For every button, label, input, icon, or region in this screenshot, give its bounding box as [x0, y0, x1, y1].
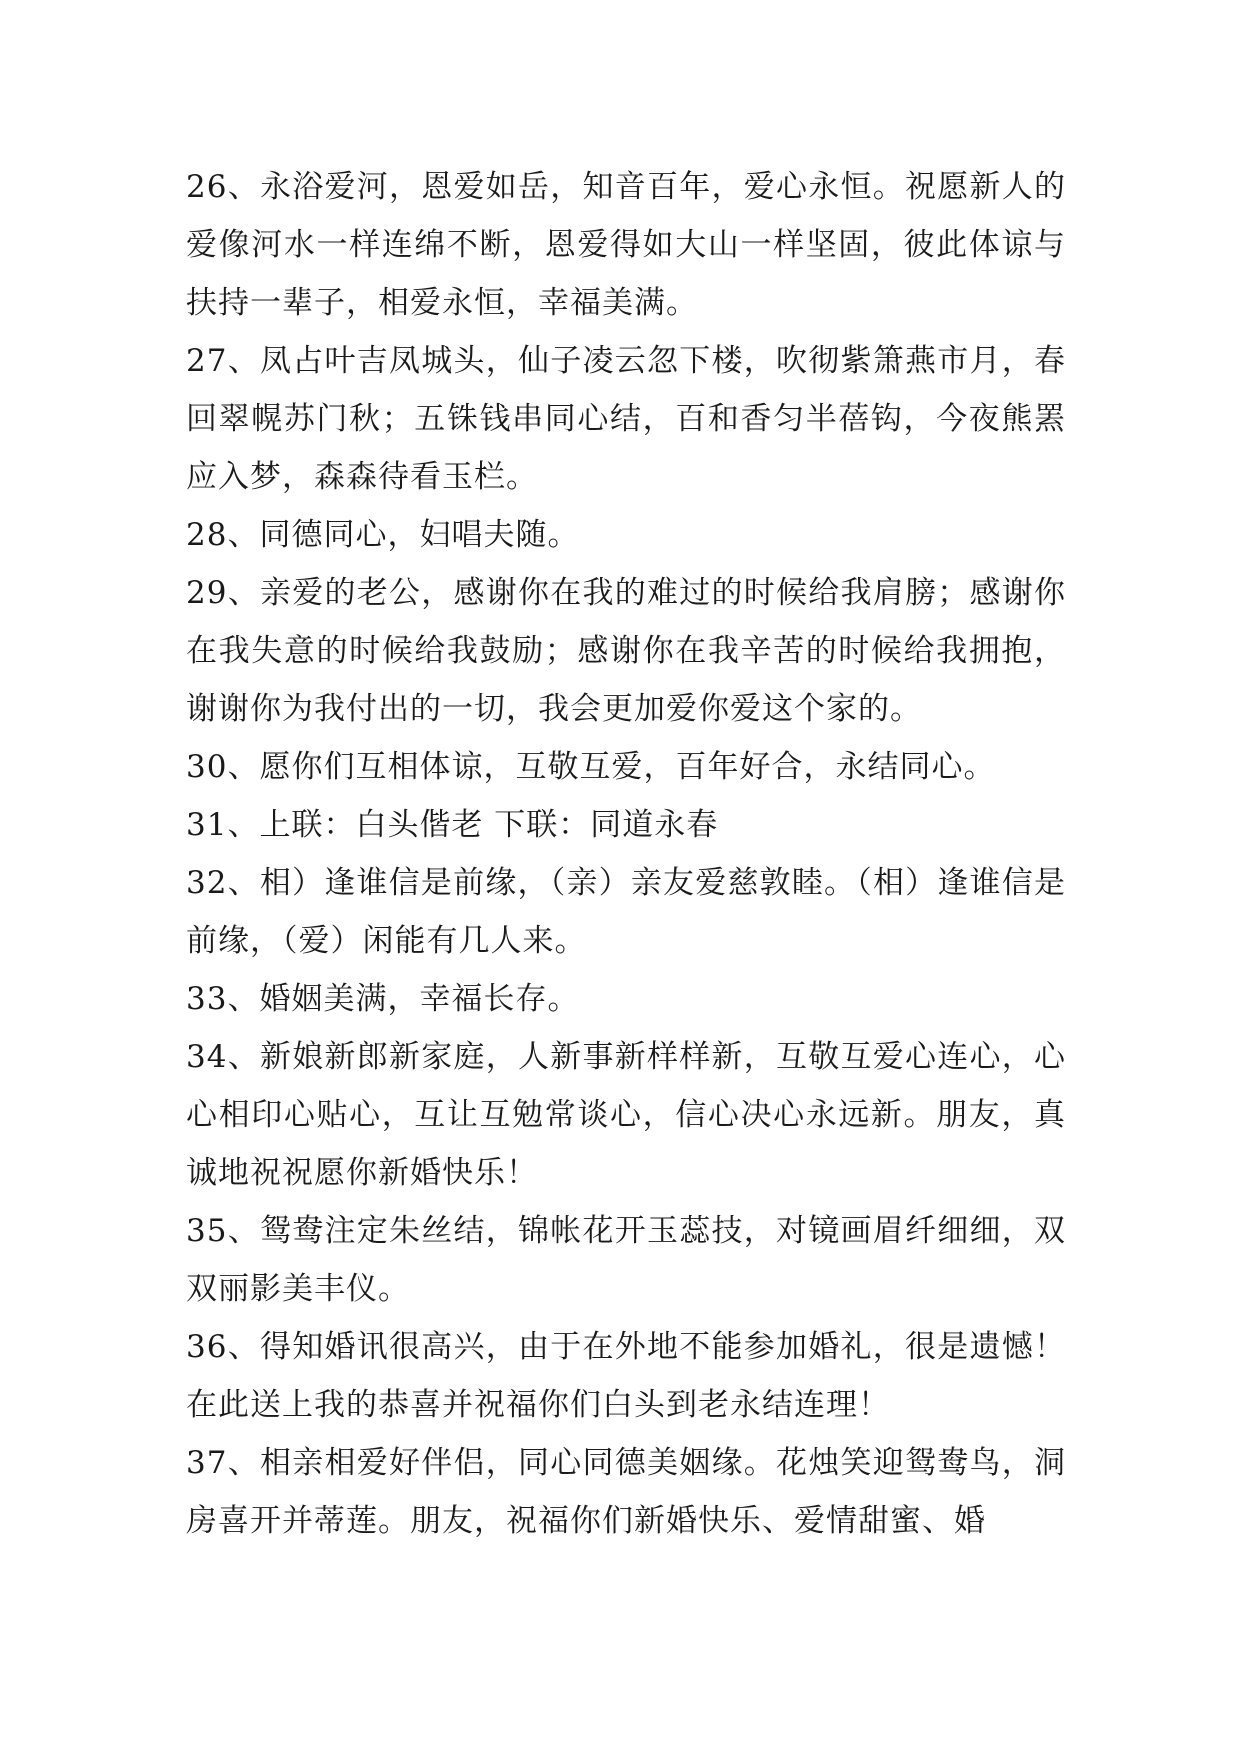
paragraph-33: 33、婚姻美满，幸福长存。 [186, 981, 580, 1017]
paragraph-27: 27、凤占叶吉凤城头，仙子凌云忽下楼，吹彻紫箫燕市月，春回翠幌苏门秋；五铢钱串同心结，百和香匀半蓓钩，今夜熊罴应入梦，森森待看玉栏。 [186, 343, 1066, 495]
paragraph-30: 30、愿你们互相体谅，互敬互爱，百年好合，永结同心。 [186, 749, 996, 785]
paragraph-28: 28、同德同心，妇唱夫随。 [186, 517, 580, 553]
paragraph-32: 32、相）逢谁信是前缘，（亲）亲友爱慈敦睦。（相）逢谁信是前缘，（爱）闲能有几人来。 [186, 865, 1066, 959]
paragraph-37: 37、相亲相爱好伴侣，同心同德美姻缘。花烛笑迎鸳鸯鸟，洞房喜开并蒂莲。朋友，祝福你们新婚快乐、爱情甜蜜、婚 [186, 1445, 1066, 1539]
paragraph-29: 29、亲爱的老公，感谢你在我的难过的时候给我肩膀；感谢你在我失意的时候给我鼓励；感谢你在我辛苦的时候给我拥抱，谢谢你为我付出的一切，我会更加爱你爱这个家的。 [186, 575, 1066, 727]
paragraph-26: 26、永浴爱河，恩爱如岳，知音百年，爱心永恒。祝愿新人的爱像河水一样连绵不断，恩爱得如大山一样坚固，彼此体谅与扶持一辈子，相爱永恒，幸福美满。 [186, 169, 1066, 321]
paragraph-34: 34、新娘新郎新家庭，人新事新样样新，互敬互爱心连心，心心相印心贴心，互让互勉常谈心，信心决心永远新。朋友，真诚地祝祝愿你新婚快乐！ [186, 1039, 1066, 1191]
document-body [186, 158, 1066, 1550]
paragraph-31: 31、上联：白头偕老 下联：同道永春 [186, 807, 719, 843]
paragraph-35: 35、鸳鸯注定朱丝结，锦帐花开玉蕊技，对镜画眉纤细细，双双丽影美丰仪。 [186, 1213, 1066, 1307]
paragraph-36: 36、得知婚讯很高兴，由于在外地不能参加婚礼，很是遗憾！在此送上我的恭喜并祝福你们白头到老永结连理！ [186, 1329, 1066, 1423]
